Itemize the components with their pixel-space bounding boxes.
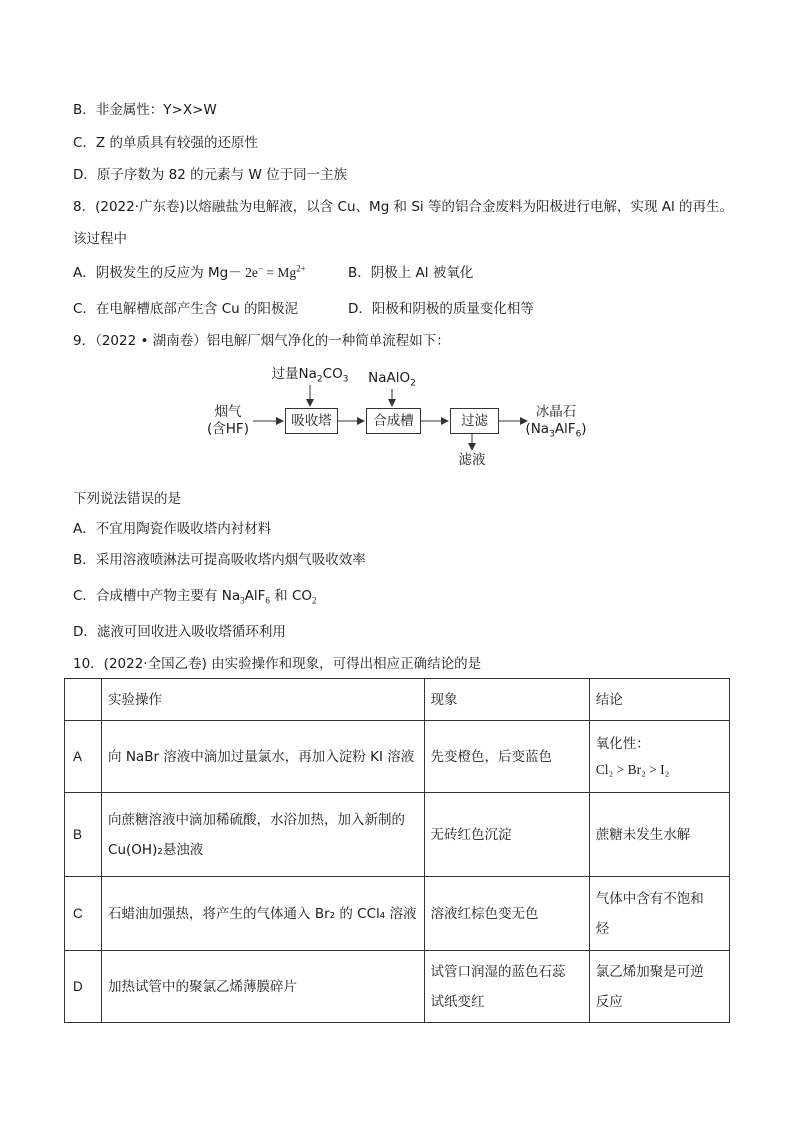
table-row xyxy=(65,877,730,951)
row-phenomenon: 先变橙色，后变蓝色 xyxy=(424,721,589,793)
row-operation: 向 NaBr 溶液中滴加过量氯水，再加入淀粉 KI 溶液 xyxy=(102,721,424,793)
flow-product-label: 冰晶石 $(Na_3AlF_6)$ xyxy=(525,404,587,440)
q8-options-row2 xyxy=(73,299,534,319)
table-header-key xyxy=(65,679,102,721)
table-header-phenomenon: 现象 xyxy=(424,679,589,721)
row-key: D xyxy=(65,951,102,1023)
flow-reagent2-label: NaAlO$_2$ xyxy=(368,370,416,389)
flow-box-absorber: 吸收塔 xyxy=(285,408,338,434)
q7-option-b: B．非金属性：Y>X>W xyxy=(73,102,217,118)
q8-option-c: C．在电解槽底部产生含 Cu 的阳极泥 xyxy=(73,301,298,317)
row-operation: 加热试管中的聚氯乙烯薄膜碎片 xyxy=(102,951,424,1023)
flow-filtrate-label: 滤液 xyxy=(458,452,486,468)
row-operation: 向蔗糖溶液中滴加稀硫酸，水浴加热，加入新制的 Cu(OH)₂悬浊液 xyxy=(102,793,424,877)
row-phenomenon: 无砖红色沉淀 xyxy=(424,793,589,877)
q9-ask: 下列说法错误的是 xyxy=(73,491,181,507)
q8-option-d: D．阳极和阴极的质量变化相等 xyxy=(348,301,534,317)
row-conclusion: 氧化性： Cl₂ > Br₂ > I₂ xyxy=(589,721,729,793)
row-conclusion: 蔗糖未发生水解 xyxy=(589,793,729,877)
table-row xyxy=(65,793,730,877)
q9-option-b: B．采用溶液喷淋法可提高吸收塔内烟气吸收效率 xyxy=(73,552,366,568)
row-conclusion: 气体中含有不饱和 烃 xyxy=(589,877,729,951)
flow-reagent1-label: 过量$Na_2CO_3$ xyxy=(271,366,349,385)
q8-option-a: A．阴极发生的反应为 $Mg- 2e^- = Mg^{2+}$ xyxy=(73,263,306,281)
row-key: C xyxy=(65,877,102,951)
q9-option-d: D．滤液可回收进入吸收塔循环利用 xyxy=(73,624,286,640)
q10-experiment-table xyxy=(64,678,730,1023)
row-key: A xyxy=(65,721,102,793)
table-row xyxy=(65,721,730,793)
row-phenomenon: 溶液红棕色变无色 xyxy=(424,877,589,951)
row-operation: 石蜡油加强热，将产生的气体通入 Br₂ 的 CCl₄ 溶液 xyxy=(102,877,424,951)
row-conclusion: 氯乙烯加聚是可逆 反应 xyxy=(589,951,729,1023)
q7-option-d: D．原子序数为 82 的元素与 W 位于同一主族 xyxy=(73,167,348,183)
flow-box-filter: 过滤 xyxy=(450,408,499,434)
table-row xyxy=(65,951,730,1023)
table-header-conclusion: 结论 xyxy=(589,679,729,721)
q7-option-c: C．Z 的单质具有较强的还原性 xyxy=(73,135,258,151)
q8-option-b: B．阴极上 Al 被氧化 xyxy=(348,265,474,281)
table-header-row xyxy=(65,679,730,721)
flow-input-label: 烟气 (含HF) xyxy=(207,404,249,437)
q8-stem: 8．(2022·广东卷)以熔融盐为电解液，以含 Cu、Mg 和 Si 等的铝合金废料为阳极进行电解，实现 Al 的再生。 xyxy=(73,199,734,215)
row-phenomenon: 试管口润湿的蓝色石蕊 试纸变红 xyxy=(424,951,589,1023)
q9-option-a: A．不宜用陶瓷作吸收塔内衬材料 xyxy=(73,521,272,537)
q9-option-c: C．合成槽中产物主要有 $Na_3AlF_6$ 和 $CO_2$ xyxy=(73,588,317,606)
q9-flow-diagram xyxy=(200,362,600,477)
q8-options-row1 xyxy=(73,263,474,283)
row-key: B xyxy=(65,793,102,877)
table-header-operation: 实验操作 xyxy=(102,679,424,721)
q8-stem-cont: 该过程中 xyxy=(73,231,127,247)
q10-stem: 10．(2022·全国乙卷) 由实验操作和现象，可得出相应正确结论的是 xyxy=(73,656,482,672)
flow-box-synthesis: 合成槽 xyxy=(366,408,421,434)
q9-stem: 9．（2022 • 湖南卷）铝电解厂烟气净化的一种简单流程如下： xyxy=(73,333,450,349)
